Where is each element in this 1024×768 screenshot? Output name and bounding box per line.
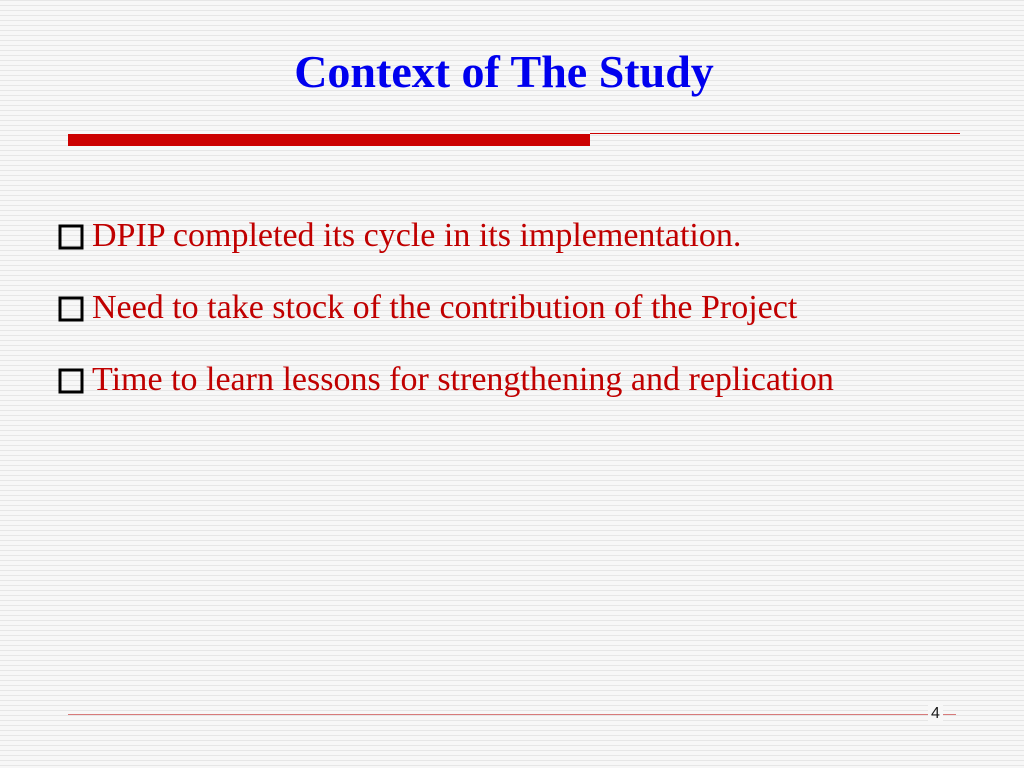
bullet-item bbox=[58, 212, 953, 260]
bullet-item bbox=[58, 356, 953, 404]
bullet-item bbox=[58, 284, 953, 332]
footer-rule bbox=[68, 714, 956, 715]
bullet-text: DPIP completed its cycle in its implementation. bbox=[92, 217, 742, 254]
checkbox-icon bbox=[58, 224, 84, 250]
bullet-list bbox=[58, 212, 953, 428]
slide-title: Context of The Study bbox=[294, 46, 714, 97]
checkbox-icon bbox=[58, 296, 84, 322]
bullet-text: Time to learn lessons for strengthening and replication bbox=[92, 361, 834, 398]
title-underline-thick bbox=[68, 134, 590, 146]
bullet-text: Need to take stock of the contribution of the Project bbox=[92, 289, 798, 326]
page-number: 4 bbox=[928, 705, 943, 723]
checkbox-icon bbox=[58, 368, 84, 394]
title-underline-thin bbox=[590, 133, 960, 134]
